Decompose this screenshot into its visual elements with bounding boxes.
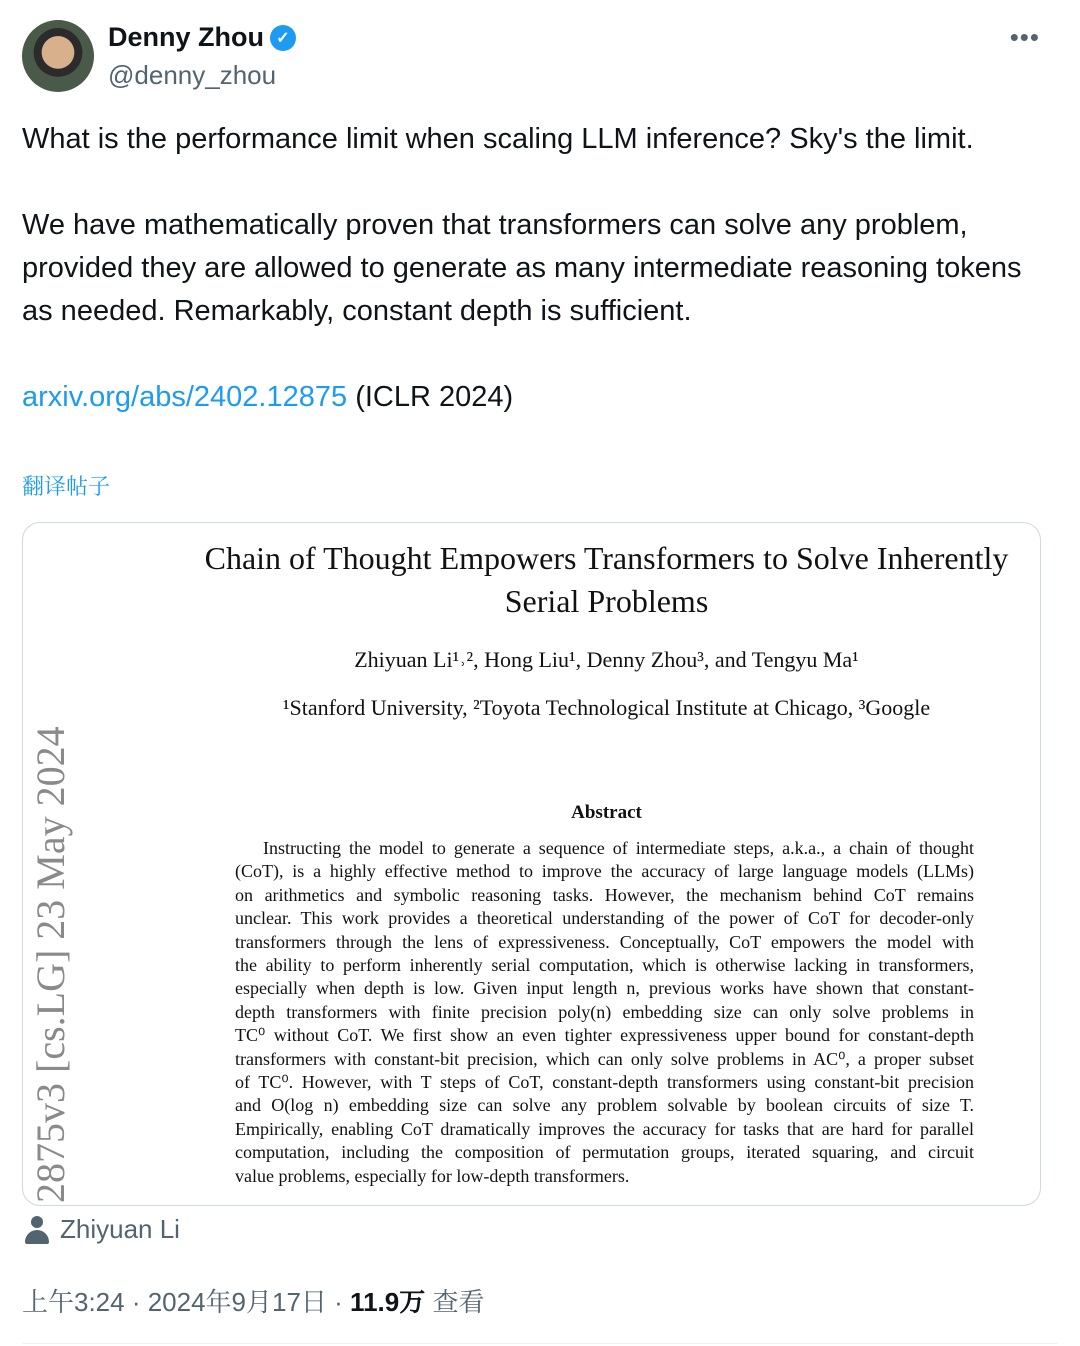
view-count: 11.9万 [350,1287,426,1317]
abstract-line: computation, including the composition of permutation groups, iterated squaring, and circuit [235,1142,974,1163]
abstract-line: especially when depth is low. Given input length n, previous works have shown that constant- [235,978,974,999]
author-name-text: Denny Zhou [108,22,264,52]
abstract-line: TC⁰ without CoT. We first show an even tighter expressiveness upper bound for constant-depth [235,1025,974,1046]
abstract-heading: Abstract [571,802,642,823]
abstract-line: depth transformers with finite precision poly(n) embedding size can only solve problems in [235,1001,974,1022]
abstract-line: (CoT), is a highly effective method to improve the accuracy of large language models (LLMs) [235,861,974,882]
abstract-line: and O(log n) embedding size can solve any problem solvable by boolean circuits of size T. [235,1095,974,1116]
tweet-paragraph: What is the performance limit when scaling LLM inference? Sky's the limit. [22,123,974,155]
abstract-line: Instructing the model to generate a sequence of intermediate steps, a.k.a., a chain of thought [263,838,974,858]
media-author-name: Zhiyuan Li [60,1214,180,1244]
author-name[interactable] [108,22,296,53]
tweet-text [22,118,1032,462]
paper-authors: Zhiyuan Li¹˒², Hong Liu¹, Denny Zhou³, and Tengyu Ma¹ [354,647,859,672]
verified-badge-icon: ✓ [270,25,296,51]
abstract-line: value problems, especially for low-depth transformers. [235,1165,630,1186]
abstract-text [235,837,974,1188]
abstract-line: the ability to perform inherently serial computation, which is otherwise lacking in transformers, [235,955,974,976]
media-author[interactable] [24,1214,180,1245]
abstract-line: on arithmetics and symbolic reasoning tasks. However, the mechanism behind CoT remains [235,884,974,905]
paper-affiliations: ¹Stanford University, ²Toyota Technological Institute at Chicago, ³Google [282,695,931,720]
paper-title-line: Serial Problems [504,583,709,619]
views-label: 查看 [425,1287,485,1317]
paper-image[interactable] [22,522,1041,1206]
author-handle[interactable]: @denny_zhou [108,60,277,90]
abstract-line: of TC⁰. However, with T steps of CoT, constant-depth transformers using constant-bit precision [235,1072,974,1093]
paper-title [173,537,1040,623]
abstract-line: transformers with constant-bit precision, which can only solve problems in AC⁰, a proper subset [235,1048,974,1069]
abstract-line: transformers through the lens of expressiveness. Conceptually, CoT empowers the model with [235,931,974,952]
divider [22,1343,1058,1344]
tweet-link-line [22,376,1032,419]
arxiv-link[interactable]: arxiv.org/abs/2402.12875 [22,381,348,413]
tweet-meta [22,1282,484,1319]
avatar[interactable] [22,20,94,92]
person-icon [24,1216,50,1244]
timestamp[interactable]: 上午3:24 · 2024年9月17日 · [22,1287,351,1317]
tweet-paragraph: We have mathematically proven that transformers can solve any problem, provided they are allowed to generate as many intermediate reasoning tokens as needed. Remarkably, constant depth is sufficient. [22,209,1022,327]
link-suffix: (ICLR 2024) [347,381,514,413]
arxiv-side-stamp: 2875v3 [cs.LG] 23 May 2024 [28,726,73,1203]
abstract-line: unclear. This work provides a theoretical understanding of the power of CoT for decoder-only [235,908,974,929]
paper-title-line: Chain of Thought Empowers Transformers to Solve Inherently [204,540,1009,576]
more-options-icon[interactable]: ••• [1009,22,1040,52]
translate-post-link[interactable]: 翻译帖子 [22,474,111,499]
abstract-line: Empirically, enabling CoT dramatically improves the accuracy for tasks that are hard for parallel [235,1118,974,1139]
